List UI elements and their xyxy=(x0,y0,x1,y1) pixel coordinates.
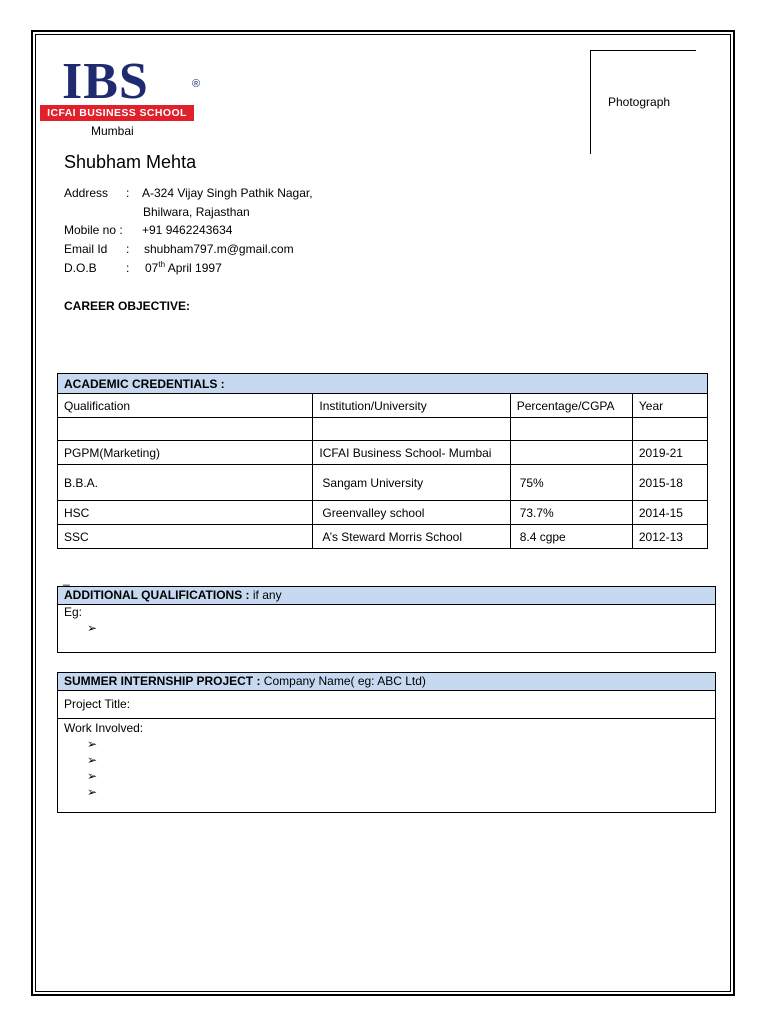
col-header-year: Year xyxy=(632,394,707,418)
additional-eg-label: Eg: xyxy=(64,605,83,619)
ibs-logo xyxy=(40,53,202,121)
address-line2: Bhilwara, Rajasthan xyxy=(143,205,250,219)
photograph-label: Photograph xyxy=(608,95,671,109)
mobile-row xyxy=(64,223,232,237)
dob-label: D.O.B xyxy=(64,261,97,275)
additional-qualifications-box xyxy=(57,586,716,653)
address-row xyxy=(64,186,313,200)
arrow-bullet-icon: ➢ xyxy=(87,737,98,751)
cell-qualification: B.B.A. xyxy=(58,465,313,501)
mobile-label: Mobile no : xyxy=(64,223,123,237)
cell-institution: A’s Steward Morris School xyxy=(313,525,510,549)
arrow-bullet-icon: ➢ xyxy=(87,785,98,799)
cell-qualification: HSC xyxy=(58,501,313,525)
table-row xyxy=(58,465,708,501)
academic-heading: ACADEMIC CREDENTIALS : xyxy=(58,374,708,394)
email-value: shubham797.m@gmail.com xyxy=(144,242,294,256)
academic-column-headers xyxy=(58,394,708,418)
additional-qualifications-heading: ADDITIONAL QUALIFICATIONS : if any xyxy=(58,587,715,605)
arrow-bullet-icon: ➢ xyxy=(87,769,98,783)
table-row xyxy=(58,441,708,465)
cell-percentage xyxy=(510,441,632,465)
mobile-value: +91 9462243634 xyxy=(142,223,233,237)
dob-colon: : xyxy=(126,261,130,275)
cell-institution: Greenvalley school xyxy=(313,501,510,525)
cell-qualification: PGPM(Marketing) xyxy=(58,441,313,465)
cell-year: 2014-15 xyxy=(632,501,707,525)
cell-qualification: SSC xyxy=(58,525,313,549)
dob-day: 07 xyxy=(145,261,159,275)
dob-row xyxy=(64,261,222,275)
address-label: Address xyxy=(64,186,109,200)
table-row xyxy=(58,525,708,549)
col-header-percentage: Percentage/CGPA xyxy=(510,394,632,418)
cell-percentage: 8.4 cgpe xyxy=(510,525,632,549)
cell-percentage: 73.7% xyxy=(510,501,632,525)
col-header-institution: Institution/University xyxy=(313,394,510,418)
address-line1: A-324 Vijay Singh Pathik Nagar, xyxy=(142,186,313,200)
project-title-label: Project Title: xyxy=(64,697,131,711)
email-label: Email Id xyxy=(64,242,108,256)
cell-year xyxy=(632,418,707,441)
dob-suffix: th xyxy=(158,260,166,269)
work-involved-label: Work Involved: xyxy=(64,721,144,735)
table-row xyxy=(58,418,708,441)
cell-institution xyxy=(313,418,510,441)
cell-year: 2012-13 xyxy=(632,525,707,549)
stray-mark: _ xyxy=(63,572,70,586)
candidate-name: Shubham Mehta xyxy=(64,152,197,172)
cell-year: 2015-18 xyxy=(632,465,707,501)
address-colon: : xyxy=(126,186,130,200)
career-objective-heading: CAREER OBJECTIVE: xyxy=(64,299,191,313)
logo-wordmark: IBS ® xyxy=(62,53,202,110)
dob-rest: April 1997 xyxy=(165,261,222,275)
logo-tagline: ICFAI BUSINESS SCHOOL xyxy=(40,105,194,121)
email-colon: : xyxy=(126,242,130,256)
cell-qualification xyxy=(58,418,313,441)
logo-city: Mumbai xyxy=(91,124,134,138)
table-row xyxy=(58,501,708,525)
academic-heading-row xyxy=(58,374,708,394)
cell-percentage xyxy=(510,418,632,441)
arrow-bullet-icon: ➢ xyxy=(87,621,98,635)
registered-mark: ® xyxy=(192,78,202,90)
email-row xyxy=(64,242,294,256)
col-header-qualification: Qualification xyxy=(58,394,313,418)
cell-year: 2019-21 xyxy=(632,441,707,465)
cell-percentage: 75% xyxy=(510,465,632,501)
project-title-row xyxy=(58,691,715,719)
arrow-bullet-icon: ➢ xyxy=(87,753,98,767)
summer-internship-heading: SUMMER INTERNSHIP PROJECT : Company Name( eg: ABC Ltd) xyxy=(58,673,715,691)
cell-institution: Sangam University xyxy=(313,465,510,501)
summer-internship-box xyxy=(57,672,716,813)
cell-institution: ICFAI Business School- Mumbai xyxy=(313,441,510,465)
academic-credentials-table xyxy=(57,373,708,549)
